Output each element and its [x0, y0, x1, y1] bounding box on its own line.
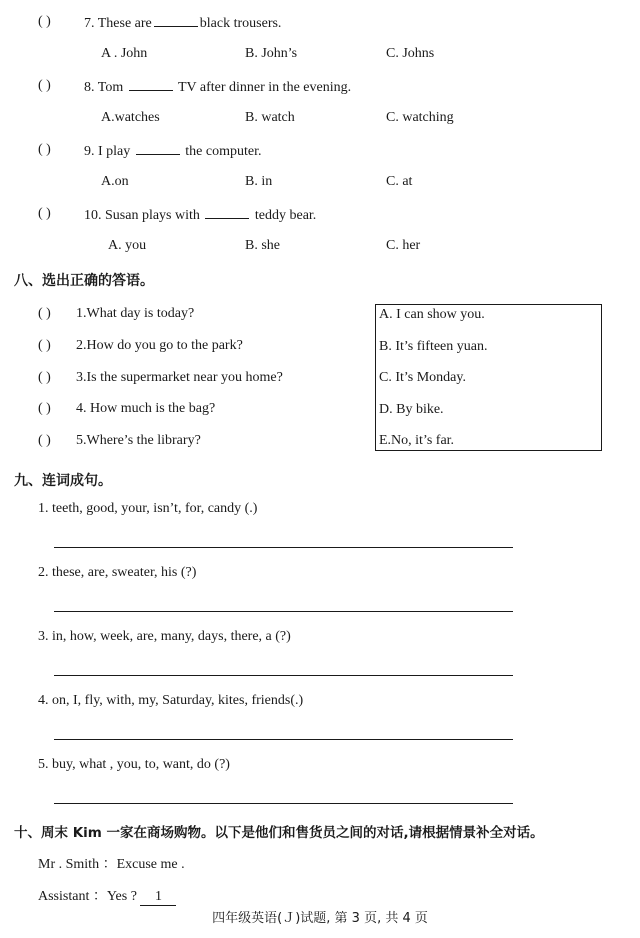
answer-choice: A. I can show you.: [379, 307, 485, 322]
dialogue-blank[interactable]: 1: [140, 889, 176, 906]
answer-line[interactable]: [54, 803, 513, 804]
fill-blank[interactable]: [205, 206, 249, 219]
option-c: C. her: [386, 238, 421, 253]
answer-paren[interactable]: ( ): [38, 306, 51, 321]
match-question: 1.What day is today?: [76, 306, 195, 321]
question-number: 7.: [84, 16, 95, 31]
answer-paren[interactable]: ( ): [38, 78, 51, 93]
fill-blank[interactable]: [129, 78, 173, 91]
question-text: [84, 206, 316, 224]
answer-paren[interactable]: ( ): [38, 401, 51, 416]
option-a: A . John: [101, 46, 148, 61]
question-before-blank: Tom: [97, 80, 124, 95]
page-footer: 四年级英语(Ｊ)试题, 第 3 页, 共 4 页: [212, 911, 428, 926]
answer-paren[interactable]: ( ): [38, 338, 51, 353]
word-list: 1. teeth, good, your, isn’t, for, candy (.): [38, 501, 258, 516]
fill-blank[interactable]: [154, 14, 198, 27]
option-c: C. watching: [386, 110, 454, 125]
section-8-title: 八、选出正确的答语。: [14, 273, 154, 289]
word-list: 3. in, how, week, are, many, days, there, a (?): [38, 629, 291, 644]
match-question: 5.Where’s the library?: [76, 433, 201, 448]
question-after-blank: black trousers.: [199, 16, 282, 31]
question-number: 9.: [84, 144, 95, 159]
option-a: A. you: [108, 238, 147, 253]
word-list: 2. these, are, sweater, his (?): [38, 565, 197, 580]
word-list: 5. buy, what , you, to, want, do (?): [38, 757, 230, 772]
option-a: A.watches: [101, 110, 160, 125]
question-before-blank: I play: [98, 144, 131, 159]
answer-paren[interactable]: ( ): [38, 142, 51, 157]
match-question: 3.Is the supermarket near you home?: [76, 370, 283, 385]
option-c: C. Johns: [386, 46, 435, 61]
option-b: B. John’s: [245, 46, 298, 61]
question-before-blank: Susan plays with: [105, 208, 200, 223]
word-list: 4. on, I, fly, with, my, Saturday, kites, friends(.): [38, 693, 304, 708]
answer-choice: D. By bike.: [379, 402, 444, 417]
section-9-title: 九、连词成句。: [14, 473, 112, 489]
option-b: B. in: [245, 174, 273, 189]
match-question: 2.How do you go to the park?: [76, 338, 243, 353]
question-text: [84, 78, 351, 96]
answer-choices-box: [375, 304, 602, 451]
answer-choice: B. It’s fifteen yuan.: [379, 339, 488, 354]
question-text: [84, 142, 261, 160]
question-text: [84, 14, 281, 32]
dialogue-speaker: Assistant ：Yes ?: [38, 889, 137, 904]
answer-paren[interactable]: ( ): [38, 14, 51, 29]
answer-line[interactable]: [54, 547, 513, 548]
answer-line[interactable]: [54, 611, 513, 612]
question-before-blank: These are: [97, 16, 152, 31]
option-b: B. she: [245, 238, 280, 253]
option-a: A.on: [101, 174, 129, 189]
question-after-blank: teddy bear.: [254, 208, 317, 223]
question-number: 10.: [84, 208, 102, 223]
question-after-blank: TV after dinner in the evening.: [177, 80, 352, 95]
section-10-title: 十、周末 Kim 一家在商场购物。以下是他们和售货员之间的对话,请根据情景补全对话。: [14, 825, 544, 841]
answer-choice: C. It’s Monday.: [379, 370, 466, 385]
match-question: 4. How much is the bag?: [76, 401, 216, 416]
question-after-blank: the computer.: [185, 144, 262, 159]
option-c: C. at: [386, 174, 413, 189]
question-number: 8.: [84, 80, 95, 95]
answer-line[interactable]: [54, 739, 513, 740]
answer-paren[interactable]: ( ): [38, 433, 51, 448]
answer-line[interactable]: [54, 675, 513, 676]
dialogue-line: [38, 885, 176, 906]
option-b: B. watch: [245, 110, 295, 125]
fill-blank[interactable]: [136, 142, 180, 155]
dialogue-line: Mr . Smith ：Excuse me .: [38, 857, 185, 872]
answer-paren[interactable]: ( ): [38, 370, 51, 385]
answer-paren[interactable]: ( ): [38, 206, 51, 221]
answer-choice: E.No, it’s far.: [379, 433, 455, 448]
